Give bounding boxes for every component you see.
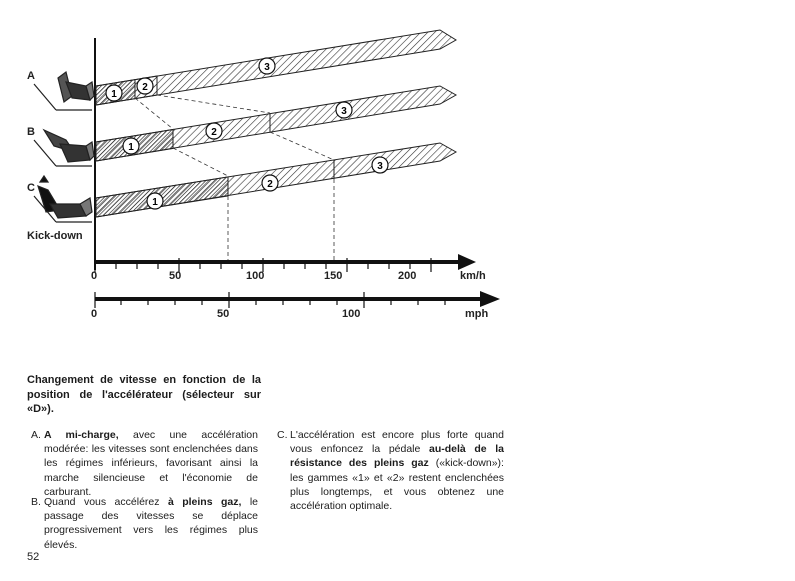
item-a-bold: A mi-charge, xyxy=(44,429,119,441)
gear-c-2: 2 xyxy=(267,179,273,190)
mph-tick-100: 100 xyxy=(342,308,361,320)
item-b-letter: B. xyxy=(31,496,41,508)
kmh-tick-0: 0 xyxy=(91,270,98,282)
page-number: 52 xyxy=(27,551,40,563)
item-a xyxy=(31,428,258,499)
pedal-icon-c xyxy=(34,176,92,222)
item-c-pre: L'accélération est encore plus forte quand vous enfoncez la pédale xyxy=(290,429,504,456)
gear-b-3: 3 xyxy=(341,106,347,117)
row-label-c: C xyxy=(27,182,35,194)
gear-a-1: 1 xyxy=(111,89,117,100)
mph-tick-0: 0 xyxy=(91,308,98,320)
kmh-tick-200: 200 xyxy=(398,270,417,282)
figure-caption: Changement de vitesse en fonction de la position de l'accélérateur (sélecteur sur «D»). xyxy=(27,374,261,415)
pedal-icon-b xyxy=(34,130,94,166)
kmh-unit: km/h xyxy=(460,270,486,282)
kmh-tick-50: 50 xyxy=(169,270,182,282)
kmh-tick-100: 100 xyxy=(246,270,265,282)
gear-b-1: 1 xyxy=(128,142,134,153)
item-b-bold: à pleins gaz, xyxy=(167,496,242,508)
item-a-letter: A. xyxy=(31,429,41,441)
kmh-tick-150: 150 xyxy=(324,270,343,282)
kmh-axis xyxy=(95,254,476,272)
item-b-pre: Quand vous accélérez xyxy=(44,496,168,508)
gear-c-3: 3 xyxy=(377,161,383,172)
gear-a-2: 2 xyxy=(142,82,148,93)
item-c xyxy=(277,428,504,513)
mph-axis xyxy=(95,291,500,308)
item-a-text: avec une accélération modérée: les vitesses sont enclenchées dans les régimes inférieurs, favorisant ainsi la marche silencieuse et l'économie de carburant. xyxy=(44,429,258,498)
row-label-a: A xyxy=(27,70,35,82)
mph-tick-50: 50 xyxy=(217,308,230,320)
item-b xyxy=(31,495,259,552)
pedal-icon-a xyxy=(34,72,94,110)
item-c-letter: C. xyxy=(277,429,288,441)
gear-b-2: 2 xyxy=(211,127,217,138)
kickdown-label: Kick-down xyxy=(27,230,83,242)
item-c-bold: au-delà de la résistance des pleins gaz xyxy=(290,443,504,470)
gear-c-1: 1 xyxy=(152,197,158,208)
mph-unit: mph xyxy=(465,308,489,320)
item-c-text: («kick-down»): les gammes «1» et «2» restent enclenchées plus longtemps, et vous obtenez une accélération optimale. xyxy=(290,457,504,513)
item-b-text: le passage des vitesses se déplace progressivement vers les régimes plus élevés. xyxy=(44,496,259,551)
gear-a-3: 3 xyxy=(264,62,270,73)
row-label-b: B xyxy=(27,126,35,138)
